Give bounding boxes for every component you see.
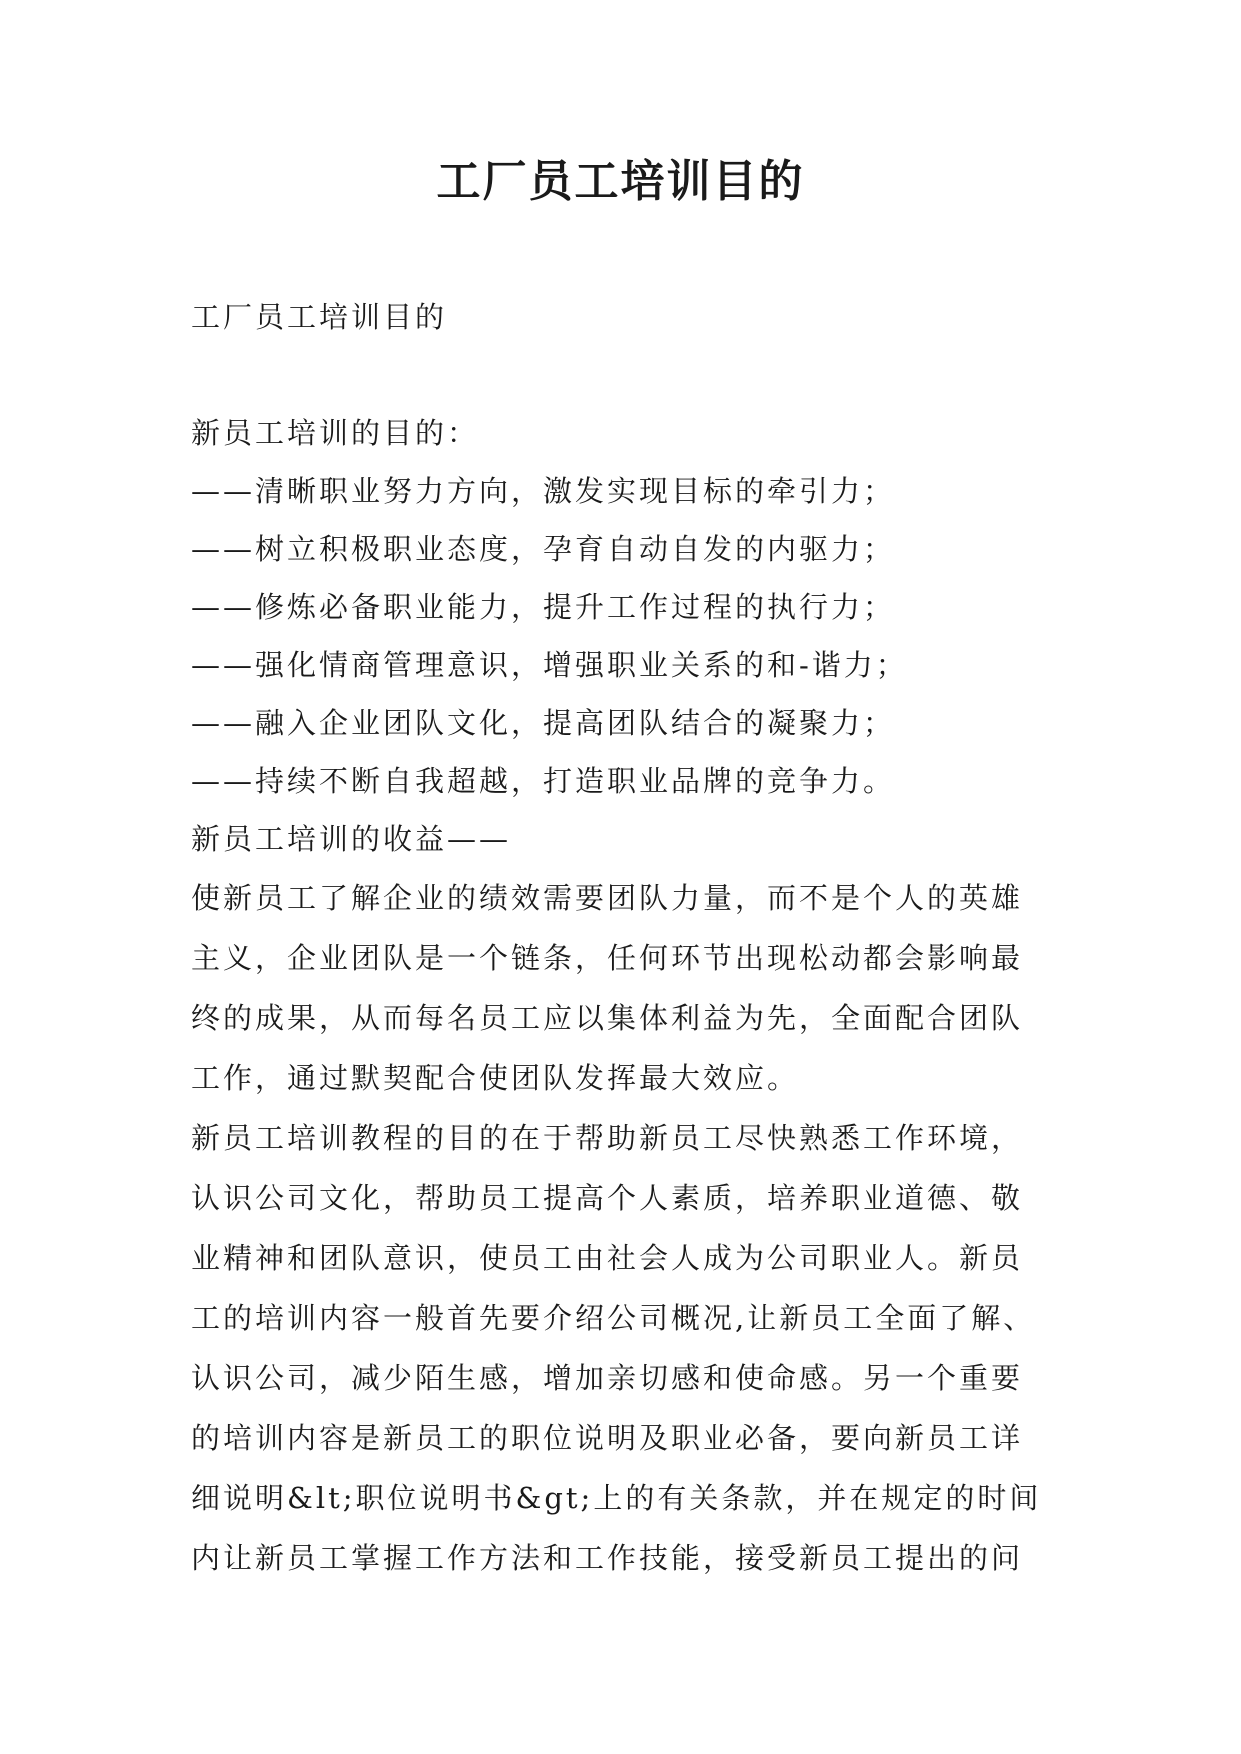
document-subtitle: 工厂员工培训目的 xyxy=(191,300,448,334)
benefit-paragraph-line: 主义，企业团队是一个链条，任何环节出现松动都会影响最 xyxy=(191,941,1024,975)
purpose-item: ——清晰职业努力方向，激发实现目标的牵引力； xyxy=(191,474,896,508)
tutorial-paragraph-line: 认识公司文化，帮助员工提高个人素质，培养职业道德、敬 xyxy=(191,1181,1024,1215)
benefit-paragraph-line: 终的成果，从而每名员工应以集体利益为先，全面配合团队 xyxy=(191,1001,1024,1035)
tutorial-paragraph-line: 业精神和团队意识，使员工由社会人成为公司职业人。新员 xyxy=(191,1241,1024,1275)
benefit-paragraph-line: 使新员工了解企业的绩效需要团队力量，而不是个人的英雄 xyxy=(191,881,1024,915)
document-body xyxy=(191,404,1071,1588)
tutorial-paragraph-line: 的培训内容是新员工的职位说明及职业必备，要向新员工详 xyxy=(191,1421,1024,1455)
tutorial-paragraph xyxy=(191,1108,1071,1588)
purpose-item: ——树立积极职业态度，孕育自动自发的内驱力； xyxy=(191,532,896,566)
benefit-paragraph xyxy=(191,868,1071,1108)
tutorial-paragraph-line: 工的培训内容一般首先要介绍公司概况,让新员工全面了解、 xyxy=(191,1301,1036,1335)
tutorial-paragraph-line: 新员工培训教程的目的在于帮助新员工尽快熟悉工作环境， xyxy=(191,1121,1024,1155)
benefit-paragraph-line: 工作，通过默契配合使团队发挥最大效应。 xyxy=(191,1061,800,1095)
purpose-item: ——融入企业团队文化，提高团队结合的凝聚力； xyxy=(191,706,896,740)
purpose-item: ——持续不断自我超越，打造职业品牌的竞争力。 xyxy=(191,764,896,798)
benefit-heading: 新员工培训的收益—— xyxy=(191,822,512,856)
purpose-heading: 新员工培训的目的： xyxy=(191,416,480,450)
purpose-list xyxy=(191,462,1071,810)
tutorial-paragraph-line: 内让新员工掌握工作方法和工作技能，接受新员工提出的问 xyxy=(191,1541,1024,1575)
purpose-item: ——强化情商管理意识，增强职业关系的和-谐力； xyxy=(191,648,908,682)
purpose-item: ——修炼必备职业能力，提升工作过程的执行力； xyxy=(191,590,896,624)
tutorial-paragraph-line: 认识公司，减少陌生感，增加亲切感和使命感。另一个重要 xyxy=(191,1361,1024,1395)
document-title: 工厂员工培训目的 xyxy=(436,156,805,207)
tutorial-paragraph-line: 细说明&lt;职位说明书&gt;上的有关条款，并在规定的时间 xyxy=(191,1481,1042,1515)
